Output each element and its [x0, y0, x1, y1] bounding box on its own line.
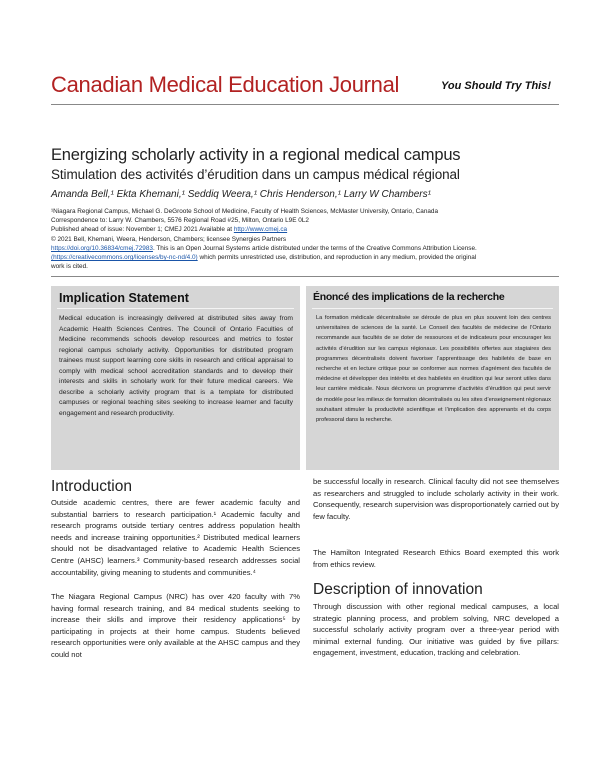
- introduction-heading: Introduction: [51, 478, 132, 495]
- introduction-paragraph-2: The Niagara Regional Campus (NRC) has over 420 faculty with 7% having formal research training, and 84 medical students seeking to increase their skills and improve their residency applications⁵ by participating in projects at their home campus. Students believed research opportunities were only available at the AHSC campus and they could not: [51, 592, 300, 659]
- implication-heading: Implication Statement: [59, 291, 189, 305]
- license-text: . This is an Open Journal Systems article distributed under the terms of the Creative Commons Attribution License.: [152, 245, 477, 252]
- introduction-paragraph-1: Outside academic centres, there are fewer academic faculty and substantial barriers to research participation.¹ Academic faculty and research programs outside tertiary centres address population health needs and increase training opportunities.² Distributed medical learners should not be disadvantaged relative to Academic Health Sciences Centre (AHSC) learners.³ Community-based research addresses social accountability, giving meaning to students and communities.⁴: [51, 498, 300, 577]
- implication-text: Medical education is increasingly delivered at distributed sites away from Academic Health Sciences Centres. The Council of Ontario Faculties of Medicine recommends schools develop resources and metrics to foster regional campus scholarly activity. Opportunities for distributed program trainees must support learning core skills in research and critical appraisal to comply with medical school accreditation standards and to develop their interests and skills in scholarly work for their future medical careers. We describe a scholarly activity program that is a template for distributed campuses or regional teaching sites seeking to increase learner and faculty engagement and research productivity.: [59, 315, 293, 417]
- enonce-text: La formation médicale décentralisée se déroule de plus en plus souvent loin des centres universitaires de sciences de la santé. Le Conseil des facultés de médecine de l’Ontario recommande aux facultés de se doter de ressources et de indicateurs pour encourager les activités d’érudition sur les campus régionaux. Les possibilités offertes aux stagiaires des programmes décentralisés doivent favoriser l’apprentissage des habiletés de base en recherche et en lecture critique pour se conformer aux normes d’agrément des facultés de médecine et développer des intérêts et des habiletés en érudition qui leur seront utiles dans leur carrière médicale. Nous décrivons un programme d’activités d’érudition qui peut servir de modèle pour les milieux de formation décentralisés ou les sites d’enseignement régionaux souhaitant stimuler la productivité scientifique et l’implication des apprenants et du corps professoral dans la recherche.: [316, 315, 551, 424]
- published-line: [51, 226, 287, 234]
- article-subtitle: Stimulation des activités d’érudition dans un campus médical régional: [51, 167, 460, 182]
- license-line-2: [51, 254, 476, 262]
- implication-divider: [57, 308, 294, 309]
- implication-box: [51, 286, 300, 470]
- author-list: Amanda Bell,¹ Ekta Khemani,¹ Seddiq Weera,¹ Chris Henderson,¹ Larry W Chambers¹: [51, 189, 431, 200]
- enonce-divider: [312, 308, 553, 309]
- introduction-paragraph-3: be successful locally in research. Clinical faculty did not see themselves as researchers and struggled to include scholarly activity in their work. Consequently, research supervision was disproportionately carried out by few faculty.: [313, 477, 559, 521]
- meta-rule: [51, 276, 559, 277]
- introduction-paragraph-4: The Hamilton Integrated Research Ethics Board exempted this work from ethics review.: [313, 548, 559, 569]
- license-continuation: which permits unrestricted use, distribution, and reproduction in any medium, provided the original: [197, 254, 477, 261]
- correspondence: Correspondence to: Larry W. Chambers, 5576 Regional Road #25, Milton, Ontario L9E 0L2: [51, 217, 309, 224]
- enonce-heading: Énoncé des implications de la recherche: [313, 291, 505, 303]
- published-text: Published ahead of issue: November 1; CMEJ 2021 Available at: [51, 226, 234, 233]
- journal-tagline: You Should Try This!: [441, 80, 551, 92]
- affiliation: ¹Niagara Regional Campus, Michael G. DeGroote School of Medicine, Faculty of Health Sciences, McMaster University, Ontario, Canada: [51, 208, 439, 215]
- header-rule: [51, 104, 559, 105]
- copyright: © 2021 Bell, Khemani, Weera, Henderson, Chambers; licensee Synergies Partners: [51, 236, 287, 243]
- license-line-1: [51, 245, 477, 253]
- description-heading: Description of innovation: [313, 581, 483, 598]
- description-paragraph-1: Through discussion with other regional medical campuses, a local strategic planning process, and problem solving, NRC developed a successful scholarly activity program over a three-year period with minimal external funding. Our initiative was guided by five pillars: engagement, investment, education, tracking and celebration.: [313, 602, 559, 658]
- journal-link[interactable]: http://www.cmej.ca: [233, 226, 288, 233]
- article-title: Energizing scholarly activity in a regional medical campus: [51, 146, 461, 164]
- enonce-box: [306, 286, 559, 470]
- doi-link[interactable]: https://doi.org/10.36834/cmej.72983: [51, 245, 153, 252]
- cc-license-link[interactable]: (https://creativecommons.org/licenses/by-nc-nd/4.0): [51, 254, 198, 261]
- license-line-3: work is cited.: [51, 263, 88, 270]
- journal-name: Canadian Medical Education Journal: [51, 72, 400, 97]
